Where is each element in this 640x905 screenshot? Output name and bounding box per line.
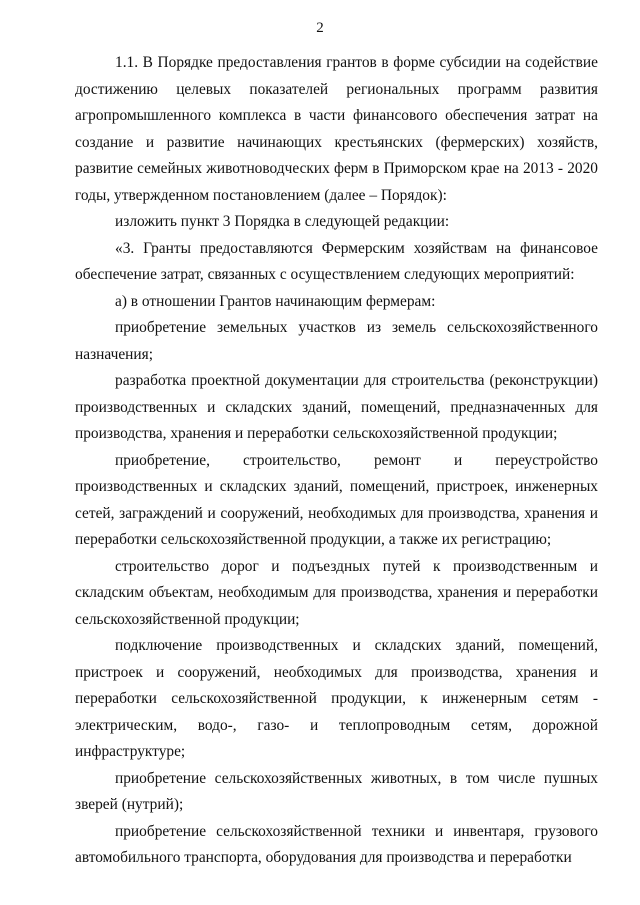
list-item-design-docs: разработка проектной документации для строительства (реконструкции) производственных и складских зданий, помещений, предназначенных для производства, хранения и переработки сельскохозяйственной продукции; [75,372,598,442]
document-body [75,50,598,872]
list-item-equipment: приобретение сельскохозяйственной техники и инвентаря, грузового автомобильного транспорта, оборудования для производства и переработки [75,822,598,866]
list-item-animals: приобретение сельскохозяйственных животных, в том числе пушных зверей (нутрий); [75,769,598,813]
list-item-land: приобретение земельных участков из земель сельскохозяйственного назначения; [75,319,598,363]
list-item-utilities: подключение производственных и складских зданий, помещений, пристроек и сооружений, необходимых для производства, хранения и переработки сельскохозяйственной продукции, к инженерным сетям - электрическим, водо-, газо- и теплопроводным сетям, дорожной инфраструктуре; [75,637,598,760]
paragraph-1-1: 1.1. В Порядке предоставления грантов в форме субсидии на содействие достижению целевых показателей региональных программ развития агропромышленного комплекса в части финансового обеспечения затрат на создание и развитие начинающих крестьянских (фермерских) хозяйств, развитие семейных животноводческих ферм в Приморском крае на 2013 - 2020 годы, утвержденном постановлением (далее – Порядок): [75,54,598,204]
paragraph-instruction: изложить пункт 3 Порядка в следующей редакции: [115,213,450,230]
list-item-construction: приобретение, строительство, ремонт и переустройство производственных и складских зданий, помещений, пристроек, инженерных сетей, заграждений и сооружений, необходимых для производства, хранения и переработки сельскохозяйственной продукции, а также их регистрацию; [75,451,598,548]
paragraph-point-3: «3. Гранты предоставляются Фермерским хозяйствам на финансовое обеспечение затрат, связанных с осуществлением следующих мероприятий: [75,239,598,283]
paragraph-subpoint-a: а) в отношении Грантов начинающим фермерам: [115,292,436,310]
page-number: 2 [316,20,324,36]
list-item-roads: строительство дорог и подъездных путей к производственным и складским объектам, необходимым для производства, хранения и переработки сельскохозяйственной продукции; [75,557,598,628]
